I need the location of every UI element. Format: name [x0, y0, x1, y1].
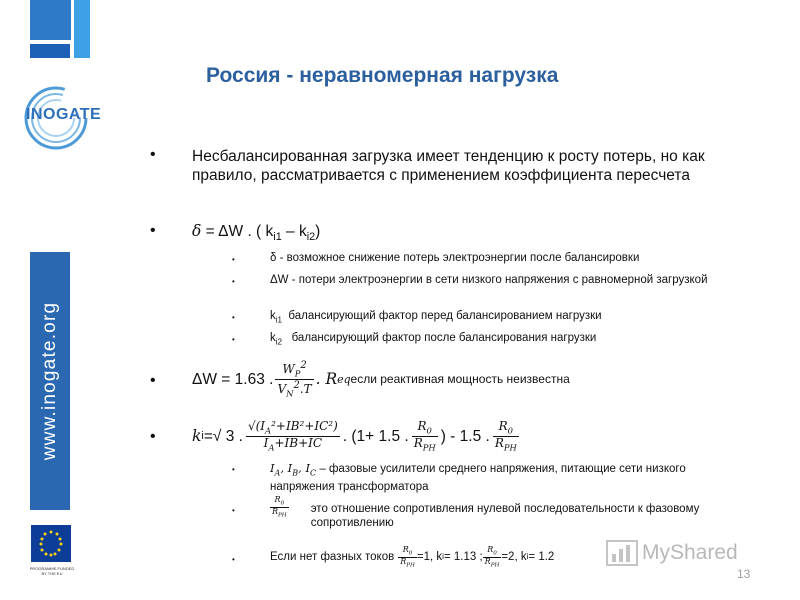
k-symbol: k: [192, 426, 202, 445]
sub-bullet-text: Если нет фазных токов: [270, 551, 395, 564]
sub-bullet-dot: •: [232, 465, 235, 474]
den: .T: [299, 381, 312, 396]
k-symbol: k: [270, 310, 276, 322]
formula-part: – k: [281, 223, 307, 240]
subscript: i: [201, 429, 204, 442]
sub-bullet-text: балансирующий фактор перед балансированием нагрузки: [288, 310, 602, 322]
fraction: [270, 496, 289, 518]
subscript: B: [292, 468, 299, 478]
subscript: i2: [306, 231, 316, 244]
sub-bullet-phase: $I_A$, $I_B$, $I_C$ – фазовые усилители среднего напряжения, питающие сети низкого напряжения трансформатора: [270, 461, 686, 494]
fraction: [246, 420, 340, 452]
formula-delta: [192, 222, 320, 247]
decor-strip: [74, 0, 90, 58]
num: ²+IB²+IC²): [271, 418, 338, 433]
formula-part: = 1.2: [528, 551, 555, 564]
current-symbol: I: [270, 461, 275, 475]
subscript: N: [286, 387, 294, 398]
current-symbol: I: [287, 461, 293, 475]
fraction: [275, 360, 313, 398]
num: R: [498, 418, 508, 433]
watermark-text: MyShared: [642, 541, 738, 564]
subscript: A: [274, 468, 281, 478]
formula-ki: [192, 410, 522, 462]
sub-bullet-ratio: [270, 496, 750, 530]
fraction: [483, 546, 502, 568]
num: W: [282, 361, 295, 376]
bullet-dot: •: [150, 222, 156, 239]
sub-bullet-text: δ - возможное снижение потерь электроэнергии после балансировки: [270, 252, 640, 264]
subscript: 0: [280, 500, 285, 507]
num: √(I: [247, 418, 266, 433]
den: R: [484, 556, 491, 566]
decor-strip: [30, 0, 71, 40]
sub-bullet-text: это отношение сопротивления нулевой последовательности к фазовому сопротивлению: [310, 503, 700, 529]
sub-bullet-dot: •: [232, 277, 235, 286]
slide-title: Россия - неравномерная нагрузка: [206, 64, 559, 87]
website-url[interactable]: www.inogate.org: [39, 301, 60, 461]
den: +IB+IC: [274, 435, 323, 450]
sub-bullet-dot: •: [232, 255, 235, 264]
url-banner: [30, 252, 70, 510]
formula-delta-w: [192, 356, 570, 402]
bullet-text: Несбалансированная загрузка имеет тенденцию к росту потерь, но как правило, рассматривается с применением коэффициента пересчета: [192, 148, 705, 184]
formula-part: =1, k: [416, 551, 443, 564]
subscript: i: [442, 552, 444, 562]
num: R: [487, 545, 494, 554]
sub-bullet-dot: •: [232, 555, 235, 564]
decor-strip: [30, 44, 70, 58]
subscript: PH: [503, 441, 517, 452]
subscript: PH: [406, 562, 415, 569]
den: V: [277, 381, 287, 396]
brand-sidebar: [0, 0, 120, 600]
subscript: i1: [275, 315, 283, 325]
formula-note: если реактивная мощность неизвестна: [350, 371, 570, 386]
subscript: eq: [337, 372, 351, 386]
sub-bullet-no-currents: [270, 546, 610, 568]
current-symbol: I: [305, 461, 310, 475]
fraction: [398, 546, 417, 568]
formula-part: =2, k: [501, 551, 527, 564]
num: R: [417, 418, 427, 433]
sub-bullet-k2: [270, 331, 740, 349]
den: R: [413, 435, 423, 450]
subscript: PH: [490, 562, 500, 569]
sub-bullet-dot: •: [232, 506, 235, 515]
den: R: [400, 556, 407, 566]
subscript: PH: [422, 441, 436, 452]
formula-part: . R: [315, 369, 338, 388]
fraction: [412, 420, 438, 452]
logo-text: INOGATE: [26, 106, 102, 123]
fraction: [493, 420, 519, 452]
formula-part: ΔW = 1.63 .: [192, 370, 274, 388]
subscript: PH: [278, 512, 287, 519]
inogate-logo: [20, 84, 112, 156]
sub-bullet-dot: •: [232, 335, 235, 344]
num: R: [274, 495, 281, 504]
den: R: [272, 506, 279, 516]
bullet-dot: •: [150, 428, 156, 445]
chart-icon: [606, 540, 638, 566]
subscript: C: [310, 468, 317, 478]
formula-part: ): [315, 223, 321, 240]
bullet-dot: •: [150, 372, 156, 389]
formula-part: =√ 3 .: [203, 427, 243, 445]
delta-symbol: δ: [192, 222, 202, 240]
formula-part: = ΔW . ( k: [201, 223, 274, 240]
sub-bullet-k1: [270, 309, 740, 327]
formula-part: ) - 1.5 .: [440, 427, 490, 445]
superscript: 2: [293, 379, 300, 391]
k-symbol: k: [270, 332, 276, 344]
page-number: 13: [737, 567, 751, 581]
subscript: i: [526, 552, 529, 562]
sub-bullet-text: ΔW - потери электроэнергии в сети низкого напряжения с равномерной загрузкой: [270, 274, 708, 286]
subscript: i2: [275, 337, 283, 347]
den: R: [494, 435, 504, 450]
formula-part: . (1+ 1.5 .: [342, 427, 409, 445]
sub-bullet-text: – фазовые усилители среднего напряжения, питающие сети низкого напряжения трансформатора: [270, 463, 686, 494]
subscript: 0: [507, 425, 513, 436]
eu-flag-icon: [31, 525, 71, 562]
den: I: [263, 435, 269, 450]
subscript: 0: [493, 550, 497, 557]
sub-bullet-dot: •: [232, 313, 235, 322]
num: R: [402, 545, 409, 554]
eu-caption: PROGRAMME FUNDED BY THE EU: [29, 566, 75, 576]
subscript: P: [294, 368, 301, 379]
formula-part: = 1.13 ;: [443, 551, 483, 564]
bullet-dot: •: [150, 146, 156, 163]
subscript: 0: [426, 425, 432, 436]
superscript: 2: [300, 359, 307, 371]
sub-bullet-text: балансирующий фактор после балансирования нагрузки: [291, 332, 597, 344]
subscript: 0: [408, 550, 413, 557]
subscript: i1: [273, 231, 282, 244]
subscript: A: [268, 441, 275, 452]
subscript: A: [265, 425, 272, 436]
